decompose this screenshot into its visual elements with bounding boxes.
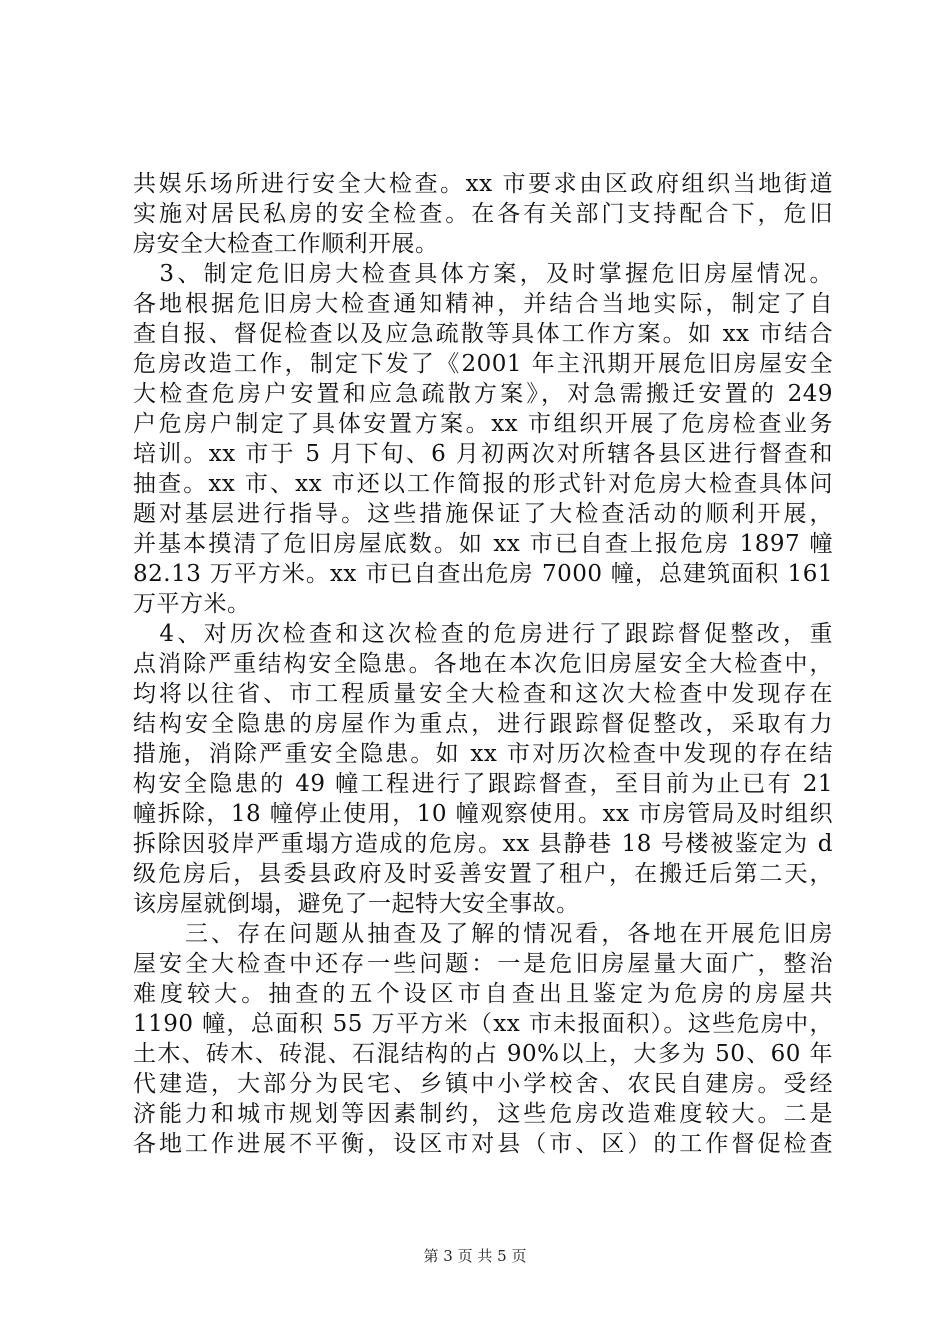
text-line: 土木、砖木、砖混、石混结构的占 90%以上，大多为 50、60 年	[133, 1041, 833, 1067]
text-line: 4、对历次检查和这次检查的危房进行了跟踪督促整改，重	[133, 621, 833, 647]
page-number-footer: 第 3 页 共 5 页	[423, 1247, 527, 1265]
text-line: 1190 幢，总面积 55 万平方米（xx 市未报面积）。这些危房中，	[133, 1011, 833, 1037]
text-line: 户危房户制定了具体安置方案。xx 市组织开展了危房检查业务	[133, 411, 833, 437]
text-line: 各地工作进展不平衡，设区市对县（市、区）的工作督促检查	[133, 1131, 833, 1157]
text-line: 万平方米。	[133, 591, 251, 617]
text-line: 均将以往省、市工程质量安全大检查和这次大检查中发现存在	[133, 681, 833, 707]
text-line: 级危房后，县委县政府及时妥善安置了租户，在搬迁后第二天，	[133, 861, 833, 887]
text-line: 拆除因驳岸严重塌方造成的危房。xx 县静巷 18 号楼被鉴定为 d	[133, 831, 833, 857]
text-line: 济能力和城市规划等因素制约，这些危房改造难度较大。二是	[133, 1101, 833, 1127]
text-line: 共娱乐场所进行安全大检查。xx 市要求由区政府组织当地街道	[133, 171, 833, 197]
document-body	[133, 169, 833, 1159]
text-line: 82.13 万平方米。xx 市已自查出危房 7000 幢，总建筑面积 161	[133, 561, 833, 587]
text-line: 房安全大检查工作顺利开展。	[133, 231, 439, 257]
text-line: 代建造，大部分为民宅、乡镇中小学校舍、农民自建房。受经	[133, 1071, 833, 1097]
text-line: 抽查。xx 市、xx 市还以工作简报的形式针对危房大检查具体问	[133, 471, 833, 497]
text-line: 培训。xx 市于 5 月下旬、6 月初两次对所辖各县区进行督查和	[133, 441, 833, 467]
text-line: 措施，消除严重安全隐患。如 xx 市对历次检查中发现的存在结	[133, 741, 833, 767]
text-line: 该房屋就倒塌，避免了一起特大安全事故。	[133, 891, 580, 917]
text-line: 危房改造工作，制定下发了《2001 年主汛期开展危旧房屋安全	[133, 351, 833, 377]
text-line: 查自报、督促检查以及应急疏散等具体工作方案。如 xx 市结合	[133, 321, 833, 347]
text-line: 点消除严重结构安全隐患。各地在本次危旧房屋安全大检查中，	[133, 651, 833, 677]
text-line: 幢拆除，18 幢停止使用，10 幢观察使用。xx 市房管局及时组织	[133, 801, 833, 827]
text-line: 题对基层进行指导。这些措施保证了大检查活动的顺利开展，	[133, 501, 833, 527]
text-line: 难度较大。抽查的五个设区市自查出且鉴定为危房的房屋共	[133, 981, 833, 1007]
text-line: 大检查危房户安置和应急疏散方案》，对急需搬迁安置的 249	[133, 381, 833, 407]
text-line: 结构安全隐患的房屋作为重点，进行跟踪督促整改，采取有力	[133, 711, 833, 737]
text-line: 3、制定危旧房大检查具体方案，及时掌握危旧房屋情况。	[133, 261, 833, 287]
text-line: 屋安全大检查中还存一些问题：一是危旧房屋量大面广，整治	[133, 951, 833, 977]
text-line: 实施对居民私房的安全检查。在各有关部门支持配合下，危旧	[133, 201, 833, 227]
text-line: 并基本摸清了危旧房屋底数。如 xx 市已自查上报危房 1897 幢	[133, 531, 833, 557]
text-line: 三、存在问题从抽查及了解的情况看，各地在开展危旧房	[133, 921, 833, 947]
text-line: 各地根据危旧房大检查通知精神，并结合当地实际，制定了自	[133, 291, 833, 317]
text-line: 构安全隐患的 49 幢工程进行了跟踪督查，至目前为止已有 21	[133, 771, 833, 797]
